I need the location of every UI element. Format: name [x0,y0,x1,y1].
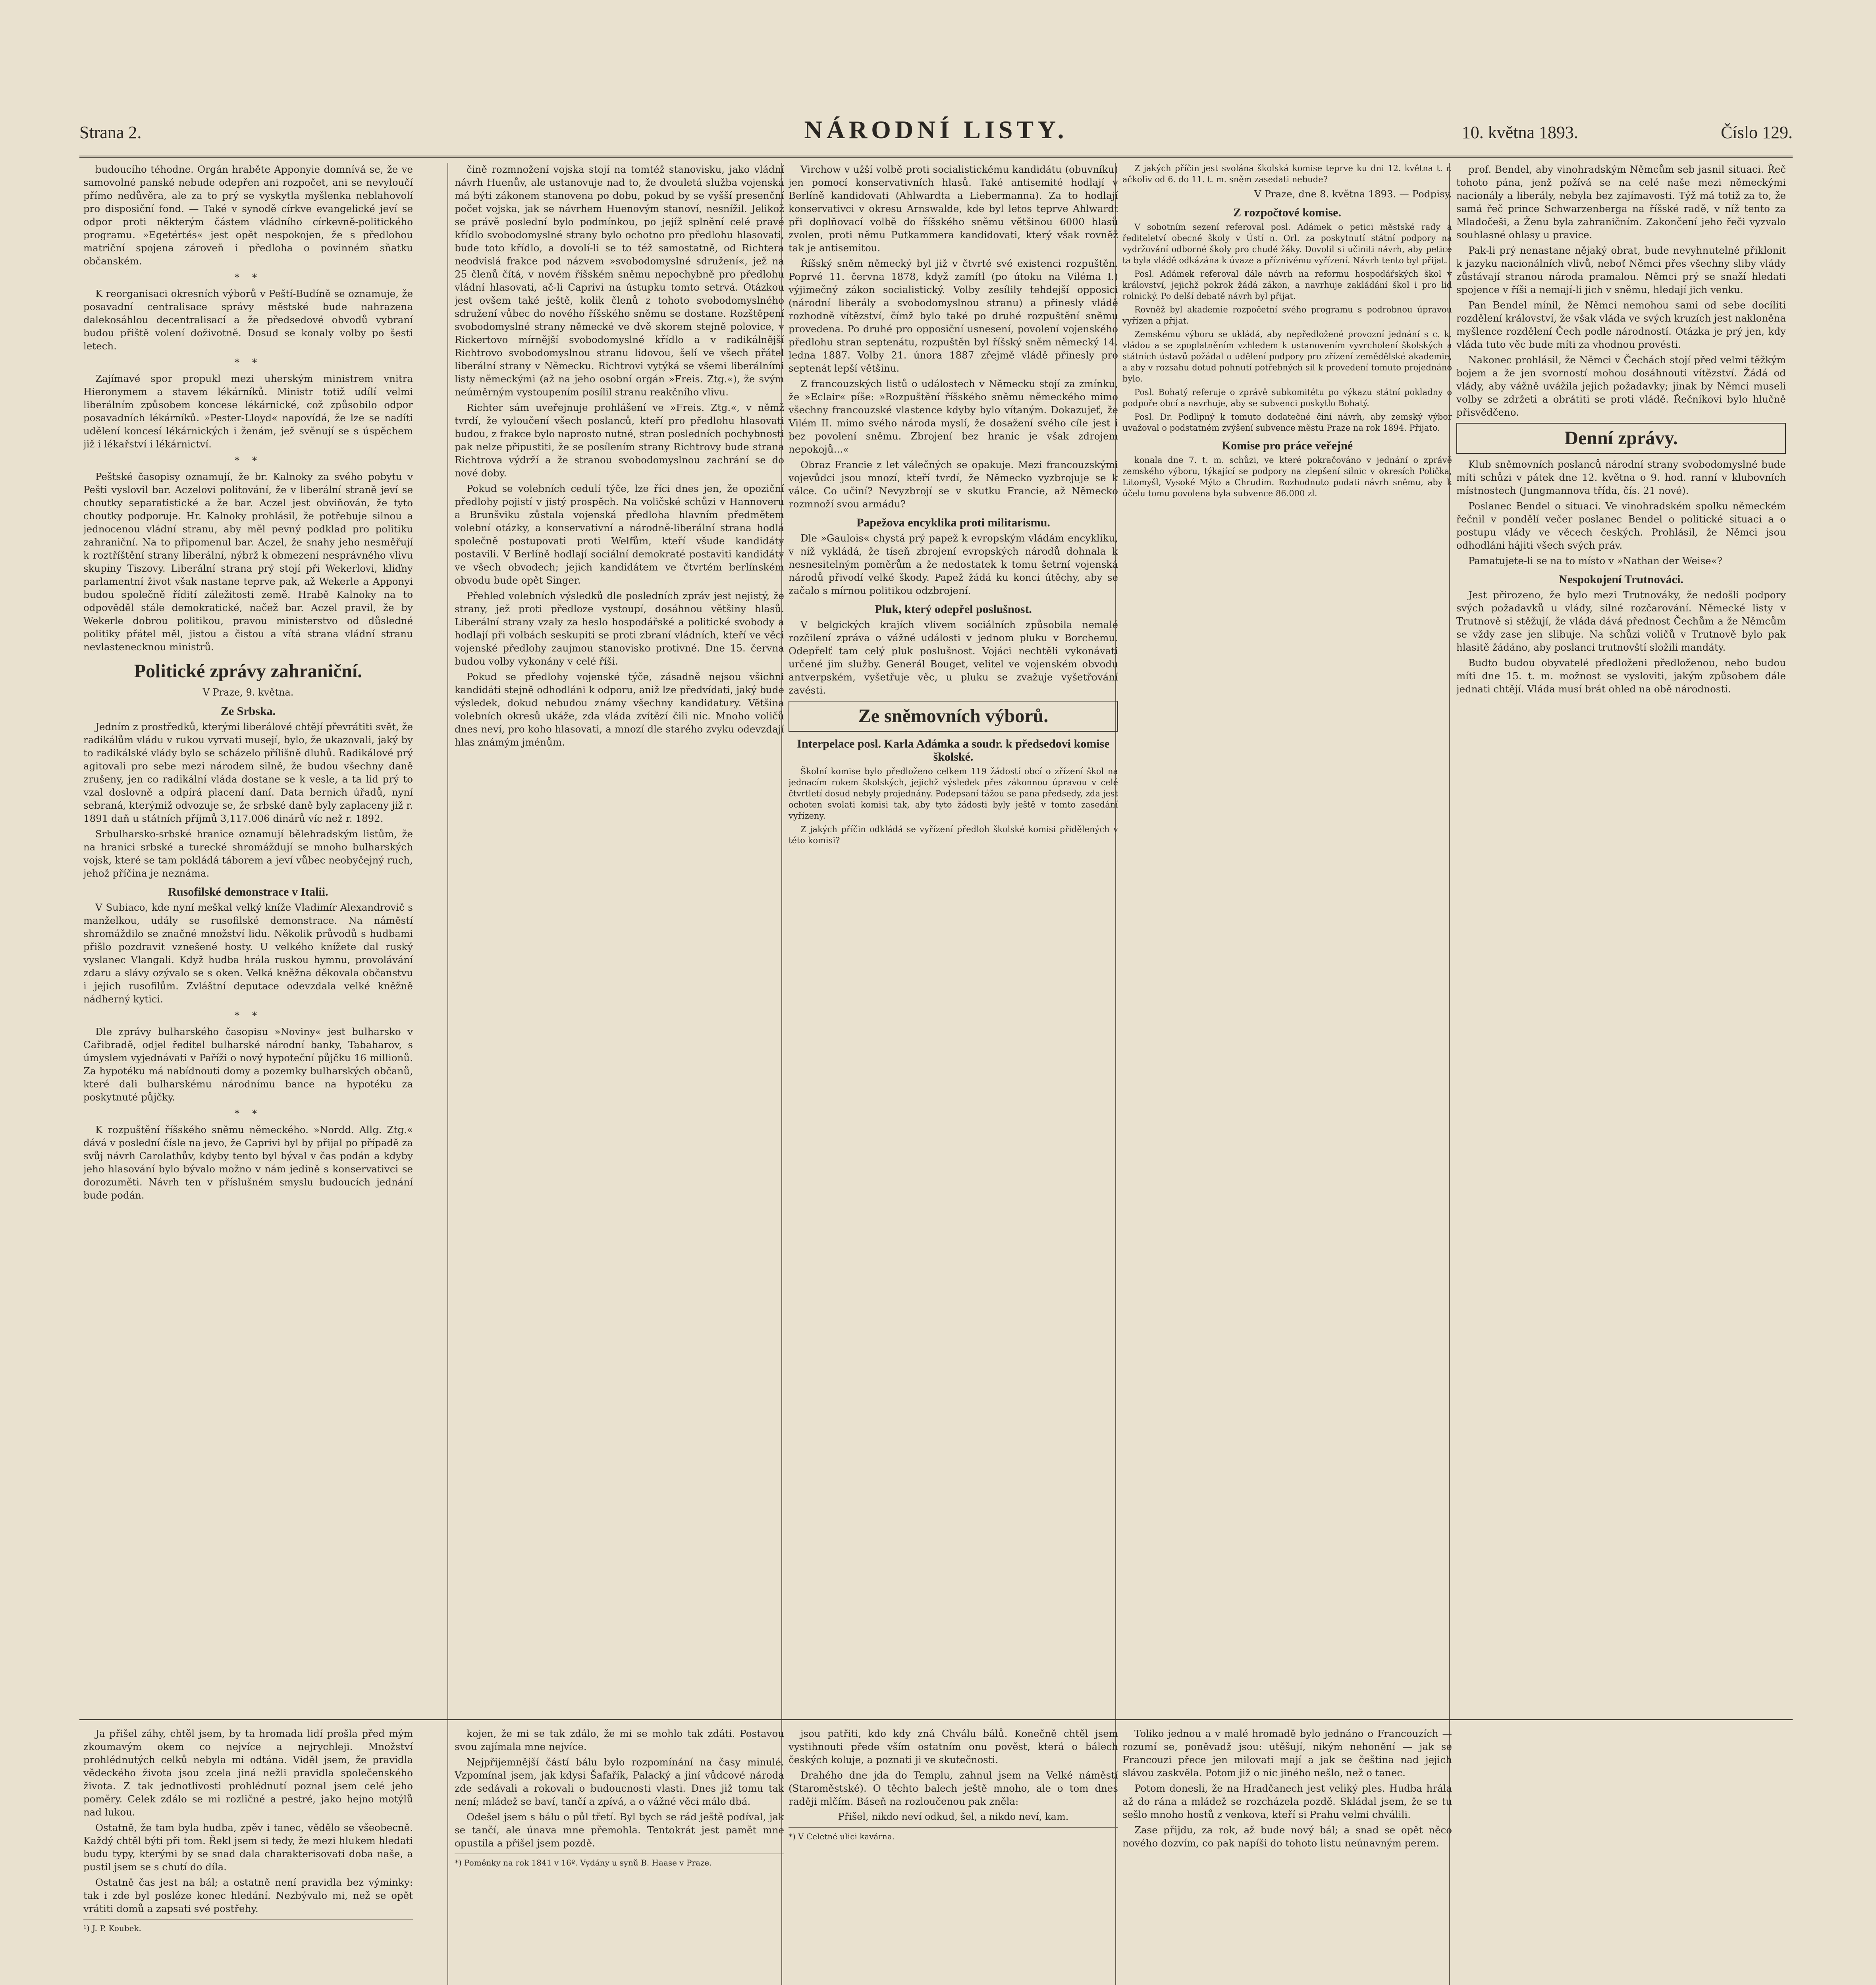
page-label: Strana 2. [79,123,142,142]
paragraph: Richter sám uveřejnuje prohlášení ve »Freis. Ztg.«, v němž tvrdí, že vyloučení všech poslanců, kteří pro předlohu hlasovati budou, z frakce bylo naprosto nutné, stran posledních pochybnosti pak nelze připustiti, že se posílením strany Richtrovy bude strana Richtrova výdrží a že stranou svobodomyslnou zachrání se do nové doby. [455,402,784,479]
poem: Přišel, nikdo neví odkud, šel, a nikdo neví, kam. [838,1811,1069,1822]
boxed-section [789,701,1118,732]
column-2 [455,163,784,1711]
section-heading: Politické zprávy zahraniční. [134,661,362,682]
paragraph: Jedním z prostředků, kterými liberálové chtějí převrátiti svět, že radikálům vládu v rukou vyrvati musejí, bylo, že ukazovali, jaký by to radikálské vlády bylo se scházelo přílišně dluhů. Radikálové prý agitovali pro sebe mezi národem silně, že budou všechny daně zrušeny, jen co radikální vláda dostane se k vesle, a ta lid prý to vzal doslovně a odpírá placení daní. Data bernich úřadů, nyní sebraná, kterýmiž odvozuje se, že srbské daně byly zaplaceny již r. 1891 daň u státních příjmů 3,117.006 dinárů víc než r. 1892. [83,721,413,824]
paragraph: Obraz Francie z let válečných se opakuje. Mezi francouzskými vojevůdci jsou mnozí, kteří tvrdí, že Německo vyzbrojuje se k válce. Co učiní? Nevyzbrojí se v skutku Francie, až Německo rozmnoží svou armádu? [789,459,1118,510]
section-divider: * * [234,455,262,466]
dateline: V Praze, 9. května. [202,687,294,698]
paragraph: budoucího téhodne. Orgán hraběte Apponyie domnívá se, že ve samovolné panské nebude odepřen ani rozpočet, ani se nevyloučí přímo nedůvěra, ale za to prý se vyskytla myšlenka neblahovolí pro disposiční fond. — Také v synodě církve evangelické jeví se odpor proti některým částem vládního církevně-politického programu. »Egetértés« jest opět nespokojen, že s předlohou matriční spojena zároveň i předloha o povinném sňatku občanském. [83,164,413,267]
paragraph: Pak-li prý nenastane nějaký obrat, bude nevyhnutelné přiklonit k jazyku nacionálních vlivů, neboť Němci přes všechny sliby vlády zůstávají stranou národa pramalou. Němci prý se snaží hledati spojence v říši a nemají-li jich v sněmu, hledají jich venku. [1456,245,1786,295]
article-heading: Papežova encyklika proti militarismu. [856,516,1050,529]
issue-number: Číslo 129. [1721,123,1793,142]
feuilleton-column-1 [83,1727,413,1985]
paragraph: Pokud se volebních cedulí týče, lze říci dnes jen, že opoziční předlohy pojistí v jistý prospěch. Na voličské schůzi v Hannoveru a Brunšviku zůstala vojenská předloha hlavním předmětem volební otázky, a konservativní a národně-liberální strana hodlá společně postupovati proti Welfům, kteří všude kandidáty postavili. V Berlíně hodlají sociální demokraté postaviti kandidáty ve všech obvodech; jejich kandidátem ve čtvrtém berlínském obvodu bude opět Singer. [455,483,784,586]
article-heading: Interpelace posl. Karla Adámka a soudr. k předsedovi komise školské. [797,737,1110,763]
paragraph: Z jakých příčin odkládá se vyřízení předloh školské komisi přidělených v této komisi? [789,825,1118,845]
paragraph: Z francouzských listů o událostech v Německu stojí za zmínku, že »Eclair« píše: »Rozpuštění říšského sněmu německého mimo všechny francouzské vlastence kdyby bylo vítaným. Dokazujeť, že Vilém II. mimo svého národa myslí, že dosažení svého cíle jest i bez povolení sněmu. Zbrojení bez hranic je však zdrojem nepokojů...« [789,378,1118,455]
article-heading: Komise pro práce veřejné [1221,439,1353,452]
paragraph: Jest přirozeno, že bylo mezi Trutnováky, že nedošli podpory svých požadavků u vlády, silné rozčarování. Německé listy v Trutnově si stěžují, že vláda dává přednost Čechům a že Němcům se vždy zase jen slibuje. Na schůzi voličů v Trutnově bylo pak hlasitě žádáno, aby poslanci trutnovští složili mandáty. [1456,589,1786,653]
paragraph: Srbulharsko-srbské hranice oznamují bělehradským listům, že na hranici srbské a turecké shromáždují se mnoho bulharských vojsk, které se tam pokládá táborem a jeví vůbec neobyčejný ruch, jehož příčina je neznáma. [83,828,413,879]
paragraph: Rovněž byl akademie rozpočetní svého programu s podrobnou úpravou vyřízen a přijat. [1122,305,1452,326]
column-4 [1122,163,1452,1711]
paragraph: V Subiaco, kde nyní meškal velký kníže Vladimír Alexandrovič s manželkou, udály se rusofilské demonstrace. Na náměstí shromáždilo se značné množství lidu. Několik průvodů s hudbami přišlo pozdravit vznešené hosty. U velkého knížete dal ruský vyslanec Vlangali. Když hudba hrála ruskou hymnu, provolávání zdaru a slávy ozývalo se s oken. Velká kněžna děkovala občanstvu i jejich rusofilům. Zvláštní deputace odevzdala velké kněžně nádherný kytici. [83,902,413,1005]
paragraph: konala dne 7. t. m. schůzi, ve které pokračováno v jednání o zprávě zemského výboru, týkající se podpory na zlepšení silnic v okresích Polička, Litomyšl, Vysoké Mýto a Chrudim. Rozhodnuto podati návrh sněmu, aby k účelu tomu povolena byla subvence 86.000 zl. [1122,455,1452,498]
paragraph: K rozpuštění říšského sněmu německého. »Nordd. Allg. Ztg.« dává v poslední čísle na jevo, že Caprivi byl by přijal po případě za svůj návrh Carolathův, kdyby tento byl býval v čas podán a kdyby jeho hlasování bylo bývalo možno v nám jedině s konservativci se dorozuměti. Návrh ten v příslušném smyslu budoucích jednání bude podán. [83,1124,413,1201]
paragraph: čině rozmnožení vojska stojí na tomtéž stanovisku, jako vládní návrh Huenův, ale ustanovuje nad to, že dvouletá služba vojenská má býti zákonem stanovena po dobu, pokud by se vyšší presenční počet vojska, jak se návrhem Huenovým stanoví, nesnížil. Jelikož se právě poslední bylo podmínkou, po jejíž splnění celé pravé křídlo svobodomyslné strany bylo ochotno pro předlohu hlasovati, bude toto křídlo, a dovolí-li se to též samostatně, od Richtera neodvislá frakce pod názvem »svobodomyslné sdružení«, jež na 25 členů čítá, v novém říšském sněmu nepochybně pro předlohu vládní hlasovati, ač-li Caprivi na ústupku tomto setrvá. Otázkou jest ovšem také ještě, kolik členů z tohoto svobodomyslného sdružení vůbec do nového říšského sněmu se dostane. Rozštěpení svobodomyslné strany německé ve dvě skorem stejně polovice, v Rickertovo mírnější svobodomyslné křídlo a v radikálnější Richtrovo svobodomyslnou stranu lidovou, šelí ve všech přátel liberální strany v Německu. Richtrovi vytýká se všemi liberálními listy německými (až na jeho osobní orgán »Freis. Ztg.«), že svým neúměrným vystoupením posílil stranu reakčního vlivu. [455,164,784,398]
column-1 [83,163,413,1711]
paragraph: Ostatně, že tam byla hudba, zpěv i tanec, vědělo se všeobecně. Každý chtěl býti při tom. Řekl jsem si tedy, že mezi hlukem hledati budu typy, kterými by se snad dala charakterisovati doba naše, a pustil jsem se s chutí do díla. [83,1822,413,1873]
paragraph: K reorganisaci okresních výborů v Peští-Budíně se oznamuje, že posavadní centralisace správy městské bude nahrazena dalekosáhlou decentralisací a že předsedové obvodů vybraní budou přiště volení doživotně. Dosud se konaly volby po šesti letech. [83,288,413,352]
feuilleton-column-4 [1122,1727,1452,1985]
header-rule [79,156,1793,158]
article-heading: Pluk, který odepřel poslušnost. [875,603,1032,616]
article-heading: Z rozpočtové komise. [1233,206,1341,219]
section-divider: * * [234,357,262,368]
article-heading: Ze Srbska. [220,705,276,718]
paragraph: Z jakých příčin jest svolána školská komise teprve ku dni 12. května t. r. ačkoliv od 6. do 11. t. m. sněm zasedati nebude? [1122,164,1452,184]
paragraph: V sobotním sezení referoval posl. Adámek o petici městské rady a řediteletví obecné školy v Ústí n. Orl. za poskytnutí státní podpory na vydržování odborné školy pro chudé žáky. Dovolil si učiniti návrh, aby petice ta byla vládě odkázána k úvaze a příznivému vyřízení. Návrh tento byl přijat. [1122,222,1452,265]
paragraph: Drahého dne jda do Templu, zahnul jsem na Velké náměstí (Staroměstské). O těchto balech ještě mnoho, ale o tom dnes raději mlčím. Báseň na rozloučenou pak zněla: [789,1769,1118,1807]
paragraph: Přehled volebních výsledků dle posledních zpráv jest nejistý, že strany, jež proti předloze vystoupí, dosáhnou většiny hlasů. Liberální strany vzaly za heslo hospodářské a politické svobody a hodlají při volbách seskupiti se proti zbraní vládních, kteří ve věci vojenské předlohy zaujmou stanovisko protivné. Dne 15. června budou volby vykonány v celé říši. [455,590,784,667]
paragraph: Virchow v užší volbě proti socialistickému kandidátu (obuvníku) jen pomocí konservativních hlasů. Také antisemité hodlají v Berlíně kandidovati (Ahlwardta a Liebermanna). Za to hodlají konservativci v okresu Arnswalde, kde byl letos teprve Ahlwardt při doplňovací volbě do říšského sněmu většinou 6000 hlasů zvolen, proti němu Putkammera kandidovati, který však rovněž tak je antisemitou. [789,164,1118,254]
signature-line: V Praze, dne 8. května 1893. — Podpisy. [1254,188,1452,200]
paragraph: V belgických krajích vlivem sociálních způsobila nemalé rozčilení zpráva o vážné události v jednom pluku v Borchemu. Odepřelť tam celý pluk poslušnost. Vojáci nechtěli vykonávati určené jim služby. Generál Bouget, velitel ve vojenském obvodu antverpském, vyšetřuje věc, u pluku se zvažuje vyšetřování zavésti. [789,619,1118,696]
paragraph: Poslanec Bendel o situaci. Ve vinohradském spolku německém řečnil v pondělí večer poslanec Bendel o politické situaci a o postupu vlády ve věcech českých. Prohlásil, že Němci jsou odhodláni hájiti všech svých práv. [1456,500,1786,551]
paragraph: Zemskému výboru se ukládá, aby nepředložené provozní jednání s c. k. vládou a se zpoplatněním vzhledem k ustanovením vyvrcholení školských a státních ústavů požádal o udělení podpory pro zřízení zemědělské akademie, a aby v rozsahu dotud pohnutí potřebných sil k provedení tomuto projednáno bylo. [1122,330,1452,384]
section-divider: * * [234,1010,262,1021]
feuilleton-rule [79,1719,1793,1720]
paragraph: Budto budou obyvatelé předloženi předloženou, nebo budou míti dne 15. t. m. možnost se vysloviti, jakým způsobem dále jednati chtějí. Vláda musí brát ohled na obě národnosti. [1456,657,1786,695]
paragraph: Peštské časopisy oznamují, že br. Kalnoky za svého pobytu v Pešti vyslovil bar. Aczelovi politování, že v liberální straně jeví se choutky separatistické a že bar. Aczel jest obviňován, že tyto choutky podporuje. Hr. Kalnoky prohlásil, že potřebuje silnou a jednocenou vládní stranu, aby měl pevný podklad pro politiku zahraniční. Na to připomenul bar. Aczel, že snahy jeho nesměřují k roztříštění strany liberální, nýbrž k obmezení nesprávného vlivu skupiny Tiszovy. Liberální strana prý stojí při Wekerlovi, kliďny parlamentní život však nastane teprve pak, až Wekerle a Apponyi budou společně řídití záležitosti země. Hrabě Kalnoky na to odpověděl stále demokratické, načež bar. Aczel pravil, že by Wekerle dobrou politikou, pravou ministerstvo od důsledné politiky přátel měl, jistou a čistou a vítá strana vládní stranu nevlastenecknou ministrů. [83,471,413,653]
boxed-section [1456,423,1786,454]
section-divider: * * [234,1108,262,1119]
paragraph: Posl. Dr. Podlipný k tomuto dodatečné činí návrh, aby zemský výbor uvažoval o podstatném zvýšení subvence městu Praze na rok 1894. Přijato. [1122,412,1452,433]
column-3 [789,163,1118,1711]
paragraph: jsou patřiti, kdo kdy zná Chválu bálů. Konečně chtěl jsem vystihnouti přede vším ostatním onu pověst, která o bálech českých koluje, a poznati ji ve skutečnosti. [789,1728,1118,1765]
paragraph: Dle »Gaulois« chystá prý papež k evropským vládám encykliku, v níž vykládá, že tíseň zbrojení evropských národů dohnala k nesnesitelným poměrům a že nedostatek k tomu šetrní vojenská národů přivodí velké škody. Papež žádá ku konci útěchy, aby se začalo s mírnou politikou odzbrojení. [789,532,1118,596]
issue-date: 10. května 1893. [1461,123,1578,142]
paragraph: Dle zprávy bulharského časopisu »Noviny« jest bulharsko v Cařibradě, odjel ředitel bulharské národní banky, Tabaharov, s úmyslem vyjednávati v Paříži o nový hypoteční půjčku 16 millionů. Za hypotéku má nabídnouti domy a pozemky bulharských občanů, které dali bulharskému národnímu bance na hypotéku za poskytnuté půjčky. [83,1026,413,1103]
paragraph: Zajímavé spor propukl mezi uherským ministrem vnitra Hieronymem a stavem lékárníků. Ministr totiž udílí velmi liberálním způsobem koncese lékárnické, což způsobilo odpor posavadních lékárníků. »Pester-Lloyd« napovídá, že lze se nadíti udělení koncesí lékárnických i ženám, jež svěnují se s úspěchem již i lékařství i lékárnictví. [83,373,413,450]
article-heading: Rusofilské demonstrace v Italii. [168,885,328,898]
column-5 [1456,163,1786,1985]
paragraph: Toliko jednou a v malé hromadě bylo jednáno o Francouzích — rozumí se, poněvadž jsou: utěšují, nikým nehonění — jak se Francouzi přece jen milovati mají a jak se čeština nad jejich slávou zaskvěla. Potom již o nic jiného nešlo, než o tanec. [1122,1728,1452,1779]
footnote: *) V Celetné ulici kavárna. [789,1827,1118,1843]
paragraph: Odešel jsem s bálu o půl třetí. Byl bych se rád ještě podíval, jak se tančí, ale únava mne přemohla. Tentokrát jest pamět mne opustila a přišel jsem pozdě. [455,1811,784,1849]
paragraph: Zase přijdu, za rok, až bude nový bál; a snad se opět něco nového dozvím, co pak napíši do tohoto listu neúnavným perem. [1122,1824,1452,1849]
paragraph: Ja přišel záhy, chtěl jsem, by ta hromada lidí prošla před mým zkoumavým okem co nejvíce a nejrychleji. Množství prohlédnutých celků nebyla mi odtána. Viděl jsem, že pravidla vědeckého života jsou zcela jiná nežli pravidla společenského života. Z tak jednotlivosti prohlédnutí poznal jsem celé jeho poměry. Celek zdálo se mi rozličné a pestré, jako hejno motýlů nad lukou. [83,1728,413,1818]
feuilleton-column-3 [789,1727,1118,1985]
paragraph: Nakonec prohlásil, že Němci v Čechách stojí před velmi těžkým bojem a že jen svorností mohou dosáhnouti vítězství. Žádá od vlády, aby vážně uvážila jejich požadavky; jinak by Němci museli volby se zdržeti a obrátiti se proti vládě. Řečníkovi bylo hlučně přisvědčeno. [1456,354,1786,418]
paragraph: Ostatně čas jest na bál; a ostatně není pravidla bez výminky: tak i zde byl posléze konec hledání. Nezbývalo mi, než se opět vrátiti domů a zapsati své postřehy. [83,1877,413,1914]
section-divider: * * [234,272,262,283]
paragraph: Říšský sněm německý byl již v čtvrté své existenci rozpuštěn. Poprvé 11. června 1878, když zamítl (po útoku na Viléma I.) výjimečný zákon socialistický. Volby zesílily tehdejší opposici (národní liberály a svobodomyslnou stranu) a přinesly vládě rozhodně vítězství, čímž bylo také po druhé rozpuštění sněmu provedena. Po druhé pro opposiční usnesení, povolení vojenského předlohu stran septenátu, rozpuštěn byl říšský sněm německý 14. ledna 1887. Volby 21. února 1887 zřejmě vládě přinesly pro septenát lepší většinu. [789,258,1118,374]
paragraph: Pamatujete-li se na to místo v »Nathan der Weise«? [1468,555,1722,567]
paragraph: Klub sněmovních poslanců národní strany svobodomyslné bude míti schůzi v pátek dne 12. května o 9. hod. ranní v klubovních místnostech (Jungmannova třída, čís. 21 nové). [1456,459,1786,496]
paragraph: prof. Bendel, aby vinohradským Němcům seb jasnil situaci. Řeč tohoto pána, jenž požívá se na celé naše mezi německými nacionály a liberály, nebyla bez zajímavosti. Týž má totiž za to, že samá řeč prince Schwarzenberga na říšské radě, v níž tento za Mladočeši, a Ženu byla zahraničním. Zakončení jeho řeči vyzvalo souhlasné ohlasy u pravice. [1456,164,1786,241]
masthead: NÁRODNÍ LISTY. [804,116,1068,144]
section-heading: Ze sněmovních výborů. [858,705,1049,727]
page-header [79,115,1793,151]
paragraph: Pan Bendel mínil, že Němci nemohou sami od sebe docíliti rozdělení království, že však vláda ve svých kruzích jest nakloněna myšlence rozdělení Čech podle národností. Otázka je prý jen, kdy vláda tuto věc bude míti za vhodnou provésti. [1456,299,1786,350]
paragraph: Posl. Bohatý referuje o zprávě subkomitétu po výkazu státní pokladny o podpoře obcí a navrhuje, aby se subvenci poskytlo Bohatý. [1122,387,1452,408]
feuilleton-column-2 [455,1727,784,1985]
footnote: ¹) J. P. Koubek. [83,1919,413,1935]
column-divider [447,163,448,1985]
paragraph: Posl. Adámek referoval dále návrh na reformu hospodářských škol v království, jejichž pokrok žádá zákon, a navrhuje zakládání škol i pro lid rolnický. Po delší debatě návrh byl přijat. [1122,269,1452,301]
article-heading: Nespokojení Trutnováci. [1559,573,1683,586]
paragraph: kojen, že mi se tak zdálo, že mi se mohlo tak zdáti. Postavou svou zajímala mne nejvíce. [455,1728,784,1752]
section-heading: Denní zprávy. [1564,428,1678,449]
paragraph: Školní komise bylo předloženo celkem 119 žádostí obcí o zřízení škol na jednacím rokem školských, jejichž výsledek přes zákonnou úpravou v celé čtvrtletí dosud nebyly projednány. Podepsaní tážou se pana předsedy, zda jest ochoten svolati komisi tak, aby tyto žádosti byly ještě v tomto zasedání vyřízeny. [789,767,1118,821]
paragraph: Potom donesli, že na Hradčanech jest veliký ples. Hudba hrála až do rána a mládež se rozcházela pozdě. Skládal jsem, že se tu sešlo mnoho hostů z venkova, kteří si Prahu velmi chválili. [1122,1783,1452,1820]
paragraph: Pokud se předlohy vojenské týče, zásadně nejsou všichni kandidáti stejně odhodláni k odporu, aniž lze předvídati, jaký bude výsledek, dokud nebudou známy všechny kandidatury. Většina volebních okresů ukáže, zda vláda zvítězí čili nic. Mnoho voličů dnes neví, pro koho hlasovati, a mnozí dle starého zvyku odevzdají hlas známým jménům. [455,671,784,748]
footnote: *) Poměnky na rok 1841 v 16º. Vydány u synů B. Haase v Praze. [455,1854,784,1869]
paragraph: Nejpřijemnější částí bálu bylo rozpomínání na časy minulé. Vzpomínal jsem, jak kdysi Šafařík, Palacký a jiní vůdcové národa zde sedávali a rokovali o budoucnosti vlasti. Dnes již tomu tak není; mládež se baví, tančí a zpívá, a o vážné věci málo dbá. [455,1756,784,1807]
